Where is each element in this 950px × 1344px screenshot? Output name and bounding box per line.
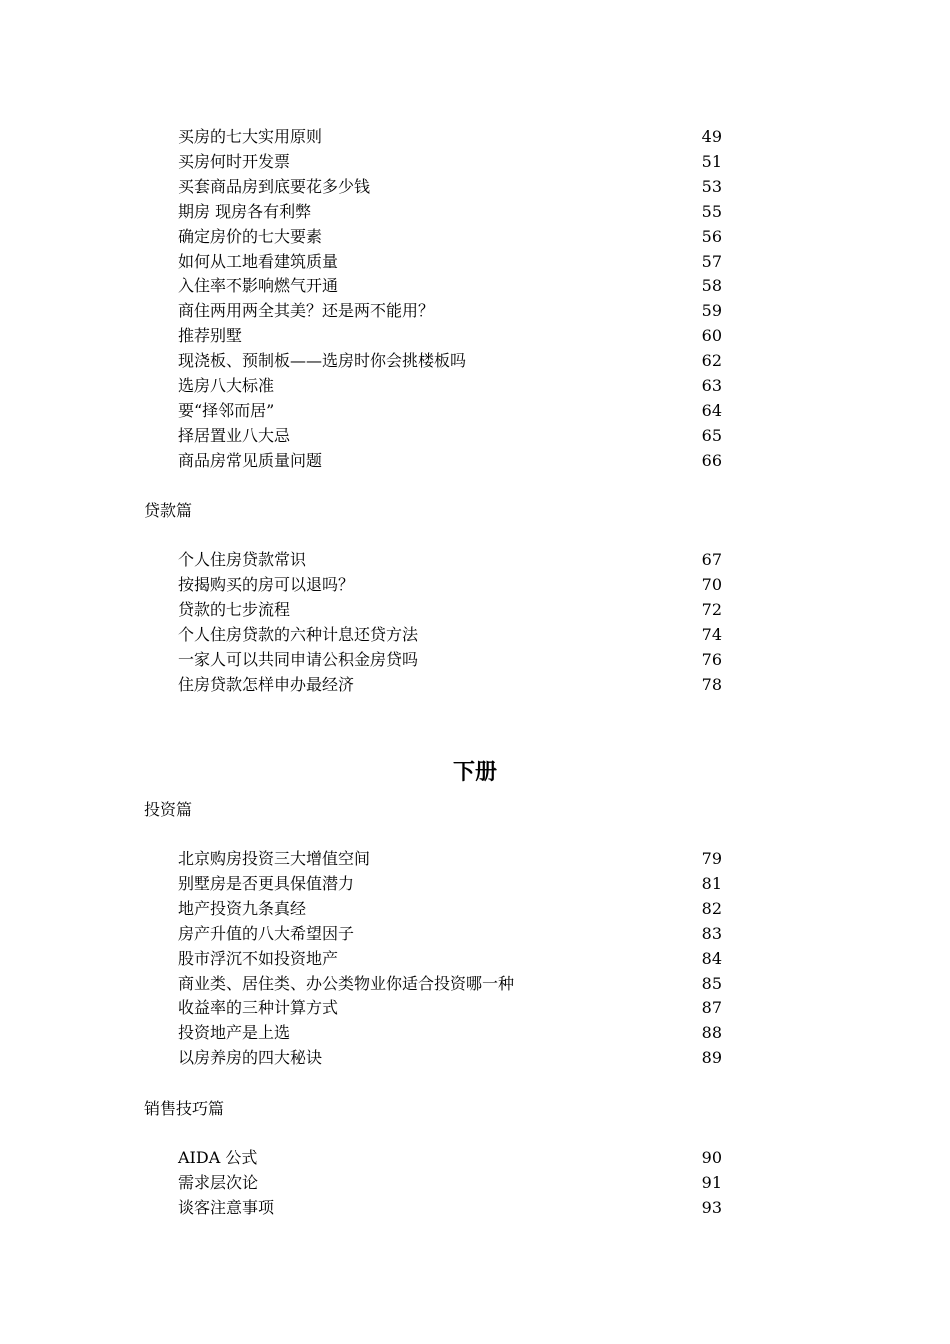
toc-entry-page: 57: [701, 251, 722, 271]
toc-entry: [178, 124, 728, 149]
toc-entry-title: 北京购房投资三大增值空间: [178, 849, 371, 868]
toc-entry-page: 53: [701, 176, 722, 196]
toc-entry-page: 59: [701, 301, 722, 321]
toc-entry-page: 83: [701, 923, 722, 943]
toc-entry: [178, 174, 728, 199]
toc-entry-page: 63: [701, 376, 722, 395]
toc-entry: [178, 373, 728, 398]
toc-entry-title: 买房何时开发票: [178, 151, 291, 171]
toc-entry-page: 66: [701, 450, 722, 470]
toc-entry-title: 商住两用两全其美？还是两不能用？: [178, 301, 435, 321]
toc-entry: [178, 647, 728, 672]
toc-entry-page: 65: [701, 425, 722, 445]
toc-entry-page: 72: [701, 599, 722, 619]
toc-entry-page: 90: [701, 1148, 722, 1167]
section-heading-invest: 投资篇: [144, 800, 193, 819]
toc-entry-page: 49: [701, 127, 722, 146]
toc-entry-title: 股市浮沉不如投资地产: [178, 948, 339, 968]
toc-entry: [178, 1145, 728, 1170]
toc-entry-title: 房产升值的八大希望因子: [178, 923, 355, 943]
toc-entry-title: 需求层次论: [178, 1172, 259, 1192]
toc-entry: [178, 1170, 728, 1195]
toc-entry-title: 要“择邻而居”: [178, 400, 275, 420]
toc-entry-title: 如何从工地看建筑质量: [178, 251, 339, 271]
toc-entry-title: 推荐别墅: [178, 326, 243, 346]
toc-entry-title: 入住率不影响燃气开通: [178, 276, 339, 296]
toc-entry: [178, 423, 728, 448]
toc-entry-title: 择居置业八大忌: [178, 425, 291, 445]
toc-entry-page: 89: [701, 1048, 722, 1068]
toc-entry-title: 投资地产是上选: [178, 1023, 291, 1043]
toc-entry: [178, 224, 728, 249]
toc-entry: [178, 572, 728, 597]
toc-entry: [178, 398, 728, 423]
toc-entry: [178, 846, 728, 871]
toc-entry-title: 收益率的三种计算方式: [178, 998, 339, 1018]
toc-entry-title: 按揭购买的房可以退吗？: [178, 574, 355, 594]
toc-entry-title: 谈客注意事项: [178, 1197, 275, 1217]
toc-entry-title: 地产投资九条真经: [178, 898, 307, 918]
toc-entry: [178, 149, 728, 174]
toc-entry-title: 买房的七大实用原则: [178, 127, 323, 146]
toc-entry-page: 87: [701, 998, 722, 1018]
toc-entry-page: 70: [701, 574, 722, 594]
toc-entry-title: 期房 现房各有利弊: [178, 201, 312, 221]
toc-entry: [178, 273, 728, 298]
toc-entry: [178, 1195, 728, 1220]
toc-entry: [178, 622, 728, 647]
toc-entry-title: 贷款的七步流程: [178, 599, 291, 619]
section-heading-loans: 贷款篇: [144, 501, 193, 520]
toc-entry: [178, 249, 728, 274]
toc-entry: [178, 199, 728, 224]
toc-entry-title: 选房八大标准: [178, 376, 275, 395]
toc-entry: [178, 1045, 728, 1070]
volume-heading: 下册: [452, 760, 497, 785]
toc-entry: [178, 1020, 728, 1045]
toc-entry: [178, 971, 728, 996]
toc-entry-title: 住房贷款怎样申办最经济: [178, 674, 355, 694]
toc-entry: [178, 896, 728, 921]
toc-entry-page: 88: [701, 1023, 722, 1043]
toc-entry-title: 确定房价的七大要素: [178, 226, 323, 246]
toc-entry-page: 62: [701, 351, 722, 371]
toc-entry-title: 以房养房的四大秘诀: [178, 1048, 323, 1068]
toc-entry-page: 79: [701, 849, 722, 868]
toc-entry-page: 56: [701, 226, 722, 246]
toc-entry-page: 76: [701, 649, 722, 669]
toc-entry-page: 67: [701, 550, 722, 569]
toc-entry-page: 93: [701, 1197, 722, 1217]
section-heading-sales: 销售技巧篇: [144, 1099, 225, 1118]
toc-entry: [178, 323, 728, 348]
toc-entry: [178, 995, 728, 1020]
toc-entry-page: 64: [701, 400, 722, 420]
toc-entry: [178, 921, 728, 946]
toc-entry-page: 60: [701, 326, 722, 346]
toc-entry-title: 别墅房是否更具保值潜力: [178, 873, 355, 893]
toc-entry: [178, 871, 728, 896]
toc-entry-title: 现浇板、预制板——选房时你会挑楼板吗: [178, 351, 467, 371]
toc-entry: [178, 448, 728, 473]
toc-entry-title: 商业类、居住类、办公类物业你适合投资哪一种: [178, 973, 515, 993]
toc-entry: [178, 298, 728, 323]
toc-entry-page: 58: [701, 276, 722, 296]
toc-entry: [178, 348, 728, 373]
toc-entry-page: 51: [701, 151, 722, 171]
toc-entry-title: AIDA 公式: [178, 1148, 258, 1167]
toc-entry-page: 55: [701, 201, 722, 221]
toc-entry: [178, 547, 728, 572]
toc-entry-page: 81: [701, 873, 722, 893]
toc-entry-page: 85: [701, 973, 722, 993]
toc-entry-title: 个人住房贷款常识: [178, 550, 307, 569]
toc-entry-title: 买套商品房到底要花多少钱: [178, 176, 371, 196]
toc-entry-page: 78: [701, 674, 722, 694]
toc-entry: [178, 597, 728, 622]
toc-entry-title: 一家人可以共同申请公积金房贷吗: [178, 649, 419, 669]
toc-entry-title: 商品房常见质量问题: [178, 450, 323, 470]
toc-entry-page: 82: [701, 898, 722, 918]
toc-entry: [178, 946, 728, 971]
toc-entry-page: 84: [701, 948, 722, 968]
toc-entry-page: 74: [701, 624, 722, 644]
toc-entry-page: 91: [701, 1172, 722, 1192]
toc-entry-title: 个人住房贷款的六种计息还贷方法: [178, 624, 419, 644]
toc-entry: [178, 672, 728, 697]
